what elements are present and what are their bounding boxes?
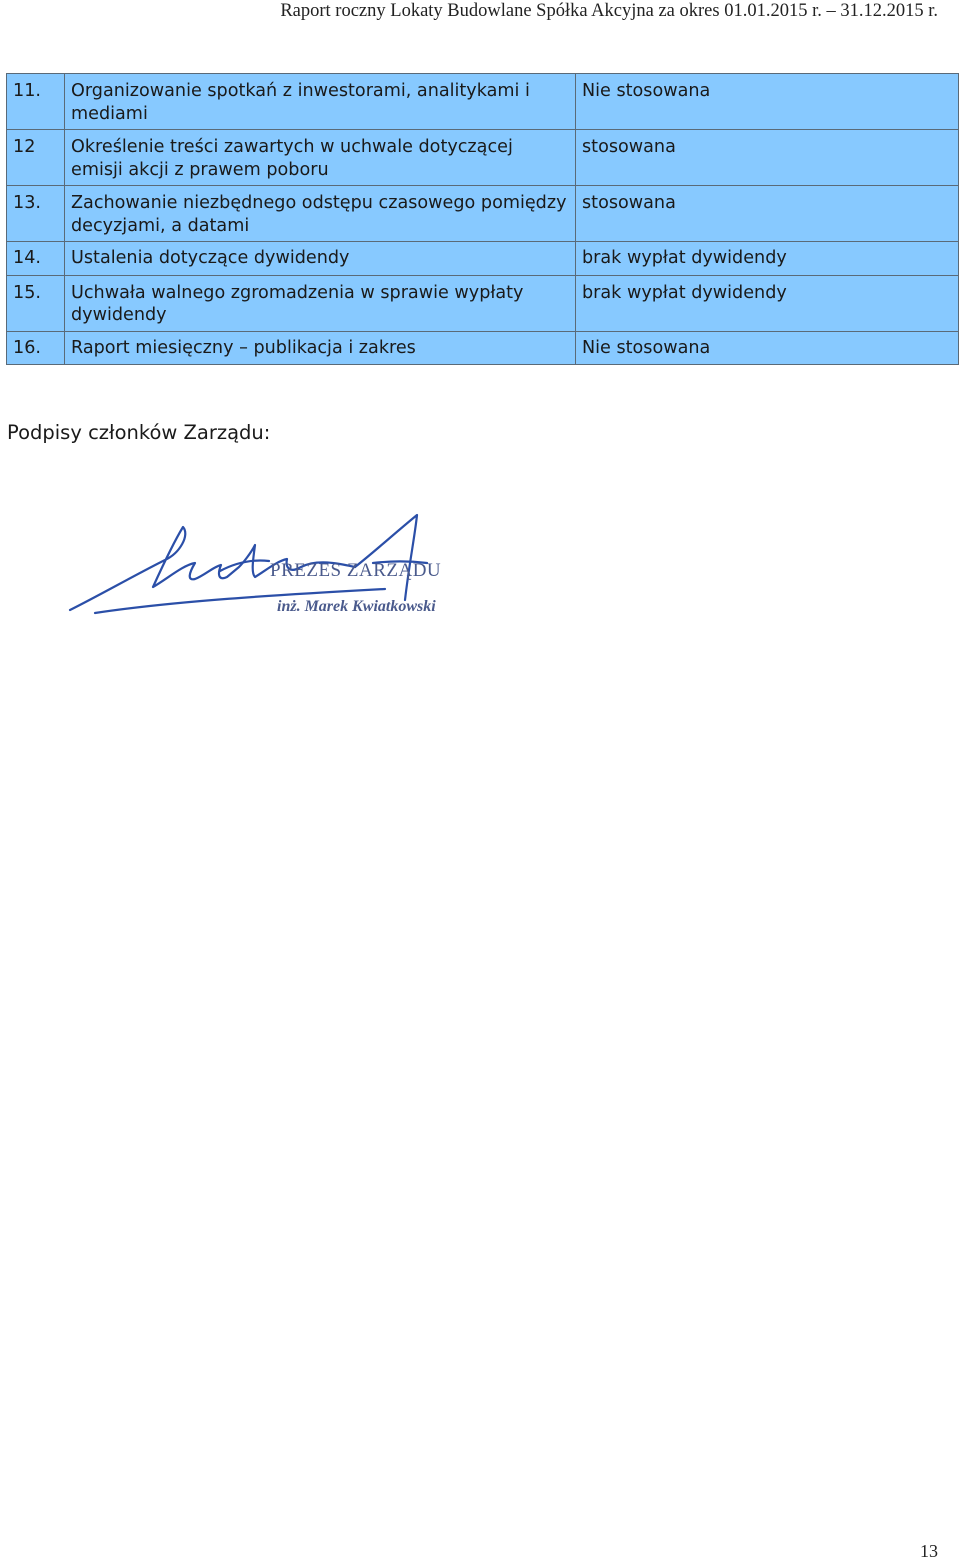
signatures-label: Podpisy członków Zarządu: (7, 421, 271, 444)
page-number: 13 (920, 1541, 938, 1561)
row-number: 13. (7, 186, 65, 242)
row-description: Organizowanie spotkań z inwestorami, analitykami i mediami (65, 74, 576, 130)
row-description: Określenie treści zawartych w uchwale dotyczącej emisji akcji z prawem poboru (65, 130, 576, 186)
table-row (7, 74, 959, 130)
table-row (7, 331, 959, 365)
row-description: Zachowanie niezbędnego odstępu czasowego pomiędzy decyzjami, a datami (65, 186, 576, 242)
row-description: Uchwała walnego zgromadzenia w sprawie wypłaty dywidendy (65, 275, 576, 331)
row-number: 16. (7, 331, 65, 365)
row-number: 12 (7, 130, 65, 186)
row-description: Ustalenia dotyczące dywidendy (65, 242, 576, 276)
row-status: brak wypłat dywidendy (576, 275, 959, 331)
row-status: Nie stosowana (576, 331, 959, 365)
stamp-name: inż. Marek Kwiatkowski (277, 598, 436, 615)
table-row (7, 275, 959, 331)
signature-block (55, 505, 475, 630)
row-description: Raport miesięczny – publikacja i zakres (65, 331, 576, 365)
row-number: 11. (7, 74, 65, 130)
row-number: 15. (7, 275, 65, 331)
table-row (7, 186, 959, 242)
row-status: Nie stosowana (576, 74, 959, 130)
row-status: stosowana (576, 186, 959, 242)
table-row (7, 130, 959, 186)
stamp-title: PREZES ZARZĄDU (270, 560, 442, 581)
running-header: Raport roczny Lokaty Budowlane Spółka Akcyjna za okres 01.01.2015 r. – 31.12.2015 r. (280, 1, 938, 21)
row-number: 14. (7, 242, 65, 276)
row-status: stosowana (576, 130, 959, 186)
row-status: brak wypłat dywidendy (576, 242, 959, 276)
governance-table (6, 73, 959, 365)
table-row (7, 242, 959, 276)
